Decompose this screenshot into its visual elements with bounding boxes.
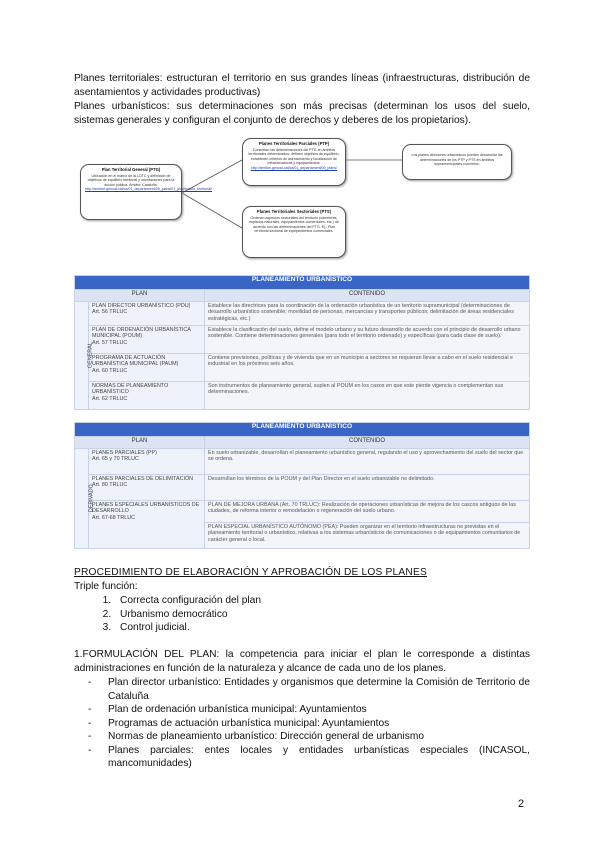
- plan-name: PLAN DIRECTOR URBANÍSTICO (PDU): [92, 303, 191, 309]
- diagram-box-right: [402, 144, 512, 180]
- table-row: [75, 382, 530, 410]
- ptg-title: Plan Territorial General (PTG): [101, 167, 161, 172]
- table2-col-contenido: CONTENIDO: [205, 437, 530, 449]
- plan-content: Son instrumentos de planeamiento general, suplen al POUM en los casos en que este pierde vigencia o complementan sus determinaciones.: [205, 382, 530, 410]
- triple-funcion-label: Triple función:: [74, 581, 138, 592]
- plan-article: Art. 56 TRLUC: [92, 309, 128, 316]
- pts-note: Ej.: Plan territorial sectorial de equipamientos comerciales.: [254, 224, 336, 234]
- list-item: - Programas de actuación urbanística municipal: Ayuntamientos: [74, 717, 530, 731]
- diagram-box-pts: [242, 206, 346, 258]
- list-item: - Normas de planeamiento urbanístico: Dirección general de urbanismo: [74, 730, 530, 744]
- plan-content: Establece la clasificación del suelo, define el modelo urbano y su futuro desarrollo de acuerdo con el principio de desarrollo urbano sostenible. Contiene determinaciones generales (para todo el territorio ordenado) y específicas (para cada clase de suelo).: [205, 326, 530, 354]
- table-row: [75, 302, 530, 326]
- plan-content: Establece las directrices para la coordinación de la ordenación urbanística de un territorio supramunicipal (determinaciones de desarrollo urbanístico sostenible; movilidad de personas, mercancías y transportes públicos; delimitación de áreas residenciales estratégicas, etc.): [205, 302, 530, 326]
- table-row: [75, 326, 530, 354]
- table-planeamiento-general: [74, 275, 530, 410]
- plan-name: PROGRAMA DE ACTUACIÓN URBANÍSTICA MUNICIPAL (PAUM): [92, 355, 179, 368]
- planning-diagram: [78, 138, 528, 266]
- table1-title: PLANEAMIENTO URBANÍSTICO: [75, 276, 530, 290]
- formulacion-list: [74, 676, 530, 771]
- list-item: 3. Control judicial.: [114, 621, 261, 635]
- plan-content: Desarrollan los términos de la POUM y del Plan Director en el suelo urbanizable no delimitado.: [205, 475, 530, 501]
- diagram-box-ptg: [80, 164, 213, 220]
- list-item: - Plan de ordenación urbanística municipal: Ayuntamientos: [74, 703, 530, 717]
- plan-article: Art. 62 TRLUC: [92, 395, 128, 402]
- list-item: 2. Urbanismo democrático: [114, 608, 261, 622]
- ptp-link[interactable]: http://territori.gencat.cat/ca/01_departament/05_plans/: [250, 165, 338, 170]
- plan-content: PLAN ESPECIAL URBANÍSTICO AUTÓNOMO (PEA): Pueden organizar en el territorio infraestructuras no previstas en el planeamiento territorial o urbanístico, relativas a los sistemas urbanísticos de comunicaciones o de equipamientos comunitarios de carácter general o local.: [205, 523, 530, 549]
- table-planeamiento-derivado: [74, 422, 530, 549]
- table2-col-plan: PLAN: [75, 437, 205, 449]
- intro-territoriales: Planes territoriales: estructuran el territorio en sus grandes líneas (infraestructuras, distribución de asentamientos y actividades productivas): [74, 73, 530, 98]
- pts-body: Ordenan aspectos sectoriales del territorio (carreteras, espacios naturales, equipamientos comerciales, etc.) de acuerdo con las determinaciones del PTG.: [249, 215, 339, 229]
- list-item: - Planes parciales: entes locales y entidades urbanísticas especiales (INCASOL, mancomunidades): [74, 744, 530, 771]
- diagram-box-ptp: [242, 138, 346, 186]
- ptg-body: Ubicación en el marco de la LOTC y definición de objetivos de equilibrio territorial y orientaciones para la acción pública. Ámbito: Cataluña.: [87, 173, 175, 187]
- plan-content: PLAN DE MEJORA URBANA (Art. 70 TRLUC): Realización de operaciones urbanísticas de mejora de los cascos antiguos de las ciudades, de reforma interior o remodelación o regeneración del suelo urbano.: [205, 501, 530, 523]
- table-row: [75, 449, 530, 475]
- right-body: Los planes directores urbanísticos pueden desarrollar las determinaciones de los PTP y PTS en ámbitos supramunicipales concretos.: [411, 153, 503, 167]
- procedimiento-heading: PROCEDIMIENTO DE ELABORACIÓN Y APROBACIÓN DE LOS PLANES: [74, 567, 427, 578]
- functions-list: [74, 594, 261, 635]
- list-item: - Plan director urbanístico: Entidades y organismos que determine la Comisión de Territorio de Cataluña: [74, 676, 530, 703]
- plan-article: Art. 80 TRLUC: [92, 482, 128, 489]
- plan-name: PLANES PARCIALES DE DELIMITACIÓN: [92, 476, 194, 482]
- ptp-title: Planes Territoriales Parciales (PTP): [258, 141, 330, 146]
- table-row: [75, 354, 530, 382]
- ptg-link[interactable]: http://territori.gencat.cat/ca/01_departament/05_plans/01_planificacio_territorial/: [85, 187, 213, 192]
- plan-article: Art. 65 y 70 TRLUC: [92, 456, 139, 463]
- plan-content: En suelo urbanizable, desarrollan el planeamiento urbanístico general, regulando el uso y aprovechamiento del suelo del sector que se ordena.: [205, 449, 530, 475]
- table1-col-contenido: CONTENIDO: [205, 290, 530, 302]
- plan-article: Art. 60 TRLUC: [92, 367, 128, 374]
- intro-urbanisticos: Planes urbanísticos: sus determinaciones son más precisas (determinan los usos del suelo, sistemas generales y configuran el conjunto de derechos y deberes de los propietarios).: [74, 101, 530, 126]
- page-number: 2: [518, 798, 525, 810]
- pts-title: Planes Territoriales Sectoriales (PTS): [256, 209, 332, 214]
- plan-name: PLANES PARCIALES (PP): [92, 450, 157, 456]
- list-item: 1. Correcta configuración del plan: [114, 594, 261, 608]
- plan-name: NORMAS DE PLANEAMIENTO URBANÍSTICO: [92, 383, 169, 396]
- plan-content: Contiene previsiones, políticas y de vivienda que en un municipio a sectores se requieran llevar a cabo en el suelo residencial e industrial en los próximos seis años.: [205, 354, 530, 382]
- plan-article: Art. 57 TRLUC: [92, 339, 128, 346]
- table1-side-label: GENERAL: [75, 302, 89, 410]
- table1-col-plan: PLAN: [75, 290, 205, 302]
- table2-title: PLANEAMIENTO URBANÍSTICO: [75, 423, 530, 437]
- table-row: [75, 475, 530, 501]
- ptp-body: Concretan las determinaciones del PTG en ámbitos territoriales determinados: definen objetivos de equilibrio, establecen criterios de asentamiento y localización de infraestructuras y equipamientos.: [248, 147, 340, 166]
- formulacion-text: 1.FORMULACIÓN DEL PLAN: la competencia para iniciar el plan le corresponde a distintas administraciones en función de la naturaleza y alcance de cada uno de los planes.: [74, 649, 530, 674]
- plan-article: Art. 67-68 TRLUC: [92, 514, 136, 521]
- plan-name: PLANES ESPECIALES URBANÍSTICOS DE DESARROLLO: [92, 502, 200, 515]
- plan-name: PLAN DE ORDENACIÓN URBANÍSTICA MUNICIPAL (POUM): [92, 327, 191, 340]
- table-row: [75, 501, 530, 523]
- table2-side-label: DERIVADO: [75, 449, 89, 549]
